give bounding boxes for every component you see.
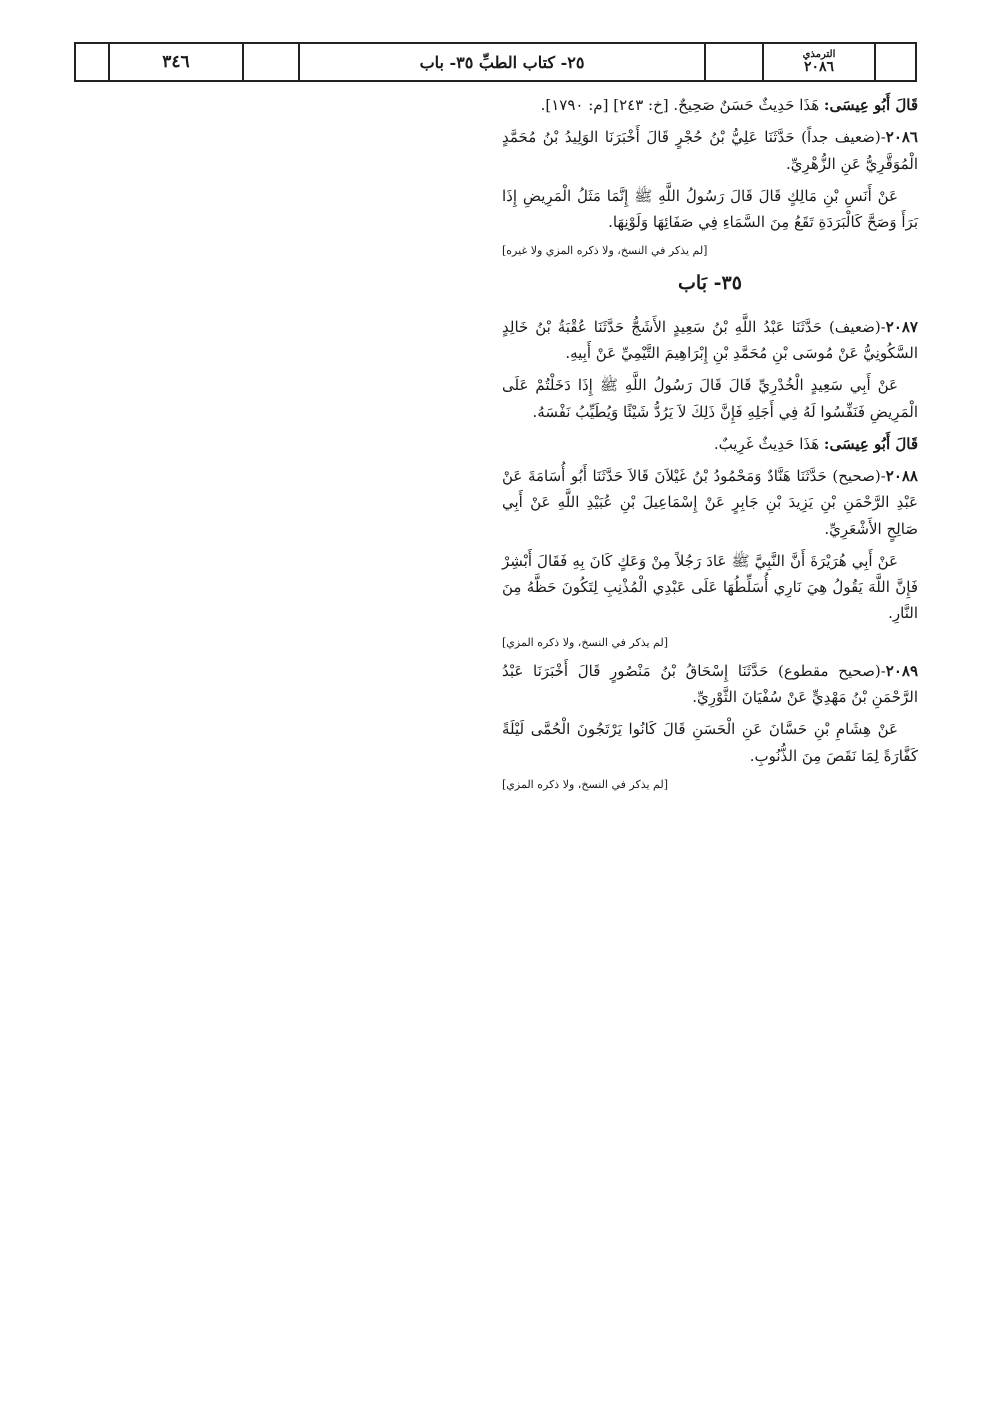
- hadith-2086-chain: ٢٠٨٦-(ضعيف جداً) حَدَّثَنَا عَلِيُّ بْنُ حُجْرٍ قَالَ أَخْبَرَنَا الوَلِيدُ بْنُ مُحَمَّدٍ الْمُوَقَّرِيُّ عَنِ الزُّهْرِيِّ.: [502, 128, 918, 173]
- header-divider: [242, 44, 244, 80]
- running-title: ٢٥- كتاب الطبِّ ٣٥- باب: [419, 52, 585, 72]
- chapter-heading: ٣٥- بَاب: [678, 271, 742, 294]
- header-divider: [704, 44, 706, 80]
- page-number: ٣٤٦: [162, 52, 190, 72]
- hadith-reference-box: الترمذي ٢٠٨٦: [802, 48, 836, 75]
- hadith-number: ٢٠٨٩: [885, 661, 919, 680]
- footnote: [لم يذكر في النسخ، ولا ذكره المزي ولا غيره]: [502, 244, 708, 258]
- hadith-grade: -(ضعيف جداً): [801, 128, 886, 147]
- hadith-2087-chain: ٢٠٨٧-(ضعيف) حَدَّثَنَا عَبْدُ اللَّهِ بْنُ سَعِيدٍ الأَشَجُّ حَدَّثَنَا عُقْبَةُ بْنُ خَالِدٍ السَّكُونِيُّ عَنْ مُوسَى بْنِ مُحَمَّدِ بْنِ إِبْرَاهِيمَ التَّيْمِيِّ عَنْ أَبِيهِ.: [502, 317, 918, 362]
- hadith-2089-chain: ٢٠٨٩-(صحيح مقطوع) حَدَّثَنَا إِسْحَاقُ بْنُ مَنْصُورٍ قَالَ أَخْبَرَنَا عَبْدُ الرَّحْمَنِ بْنُ مَهْدِيٍّ عَنْ سُفْيَانَ الثَّوْرِيِّ.: [502, 661, 919, 706]
- hadith-2089-text: عَنْ هِشَامِ بْنِ حَسَّانَ عَنِ الْحَسَنِ قَالَ كَانُوا يَرْتَجُونَ الْحُمَّى لَيْلَةً كَفَّارَةً لِمَا نَقَصَ مِنَ الذُّنُوبِ.: [502, 720, 918, 765]
- commentary-paragraph: قَالَ أَبُو عِيسَى: هَذَا حَدِيثٌ غَرِيبٌ.: [713, 434, 918, 453]
- header-divider: [874, 44, 876, 80]
- commentary-paragraph: قَالَ أَبُو عِيسَى: هَذَا حَدِيثٌ حَسَنٌ صَحِيحٌ. [خ: ٢٤٣] [م: ١٧٩٠].: [540, 96, 918, 114]
- hadith-number: ٢٠٨٨: [885, 467, 918, 485]
- footnote: [لم يذكر في النسخ، ولا ذكره المزي]: [502, 635, 668, 649]
- hadith-2088-chain: ٢٠٨٨-(صحيح) حَدَّثَنَا هَنَّادٌ وَمَحْمُودُ بْنُ غَيْلاَنَ قَالاَ حَدَّثَنَا أَبُو أُسَامَةَ عَنْ عَبْدِ الرَّحْمَنِ بْنِ يَزِيدَ بْنِ جَابِرٍ عَنْ إِسْمَاعِيلَ بْنِ عُبَيْدِ اللَّهِ عَنْ أَبِي صَالِحٍ الأَشْعَرِيِّ.: [502, 467, 918, 538]
- hadith-grade: -(صحيح مقطوع): [778, 661, 886, 680]
- hadith-2086-text: عَنْ أَنَسِ بْنِ مَالِكٍ قَالَ قَالَ رَسُولُ اللَّهِ ﷺ إِنَّمَا مَثَلُ الْمَرِيضِ إِذَا بَرَأَ وَصَحَّ كَالْبَرَدَةِ تَقَعُ مِنَ السَّمَاءِ فِي صَفَائِهَا وَلَوْنِهَا.: [502, 186, 918, 231]
- hadith-grade: -(ضعيف): [828, 317, 886, 336]
- hadith-number: ٢٠٨٧: [885, 317, 918, 336]
- running-header: [74, 42, 917, 82]
- hadith-number: ٢٠٨٦: [885, 128, 918, 147]
- hadith-2088-text: عَنْ أَبِي هُرَيْرَةَ أَنَّ النَّبِيَّ ﷺ عَادَ رَجُلاً مِنْ وَعَكٍ كَانَ بِهِ فَقَالَ أَبْشِرْ فَإِنَّ اللَّهَ يَقُولُ هِيَ نَارِي أُسَلِّطُهَا عَلَى عَبْدِي الْمُذْنِبِ لِتَكُونَ حَظَّهُ مِنَ النَّارِ.: [502, 551, 918, 623]
- page-body: [502, 92, 918, 800]
- hadith-2087-text: عَنْ أَبِي سَعِيدٍ الْخُدْرِيِّ قَالَ قَالَ رَسُولُ اللَّهِ ﷺ إِذَا دَخَلْتُمْ عَلَى الْمَرِيضِ فَنَفِّسُوا لَهُ فِي أَجَلِهِ فَإِنَّ ذَلِكَ لاَ يَرُدُّ شَيْئًا وَيُطَيِّبُ نَفْسَهُ.: [502, 376, 918, 421]
- footnote: [لم يذكر في النسخ، ولا ذكره المزي]: [502, 777, 668, 791]
- hadith-grade: -(صحيح): [832, 467, 886, 485]
